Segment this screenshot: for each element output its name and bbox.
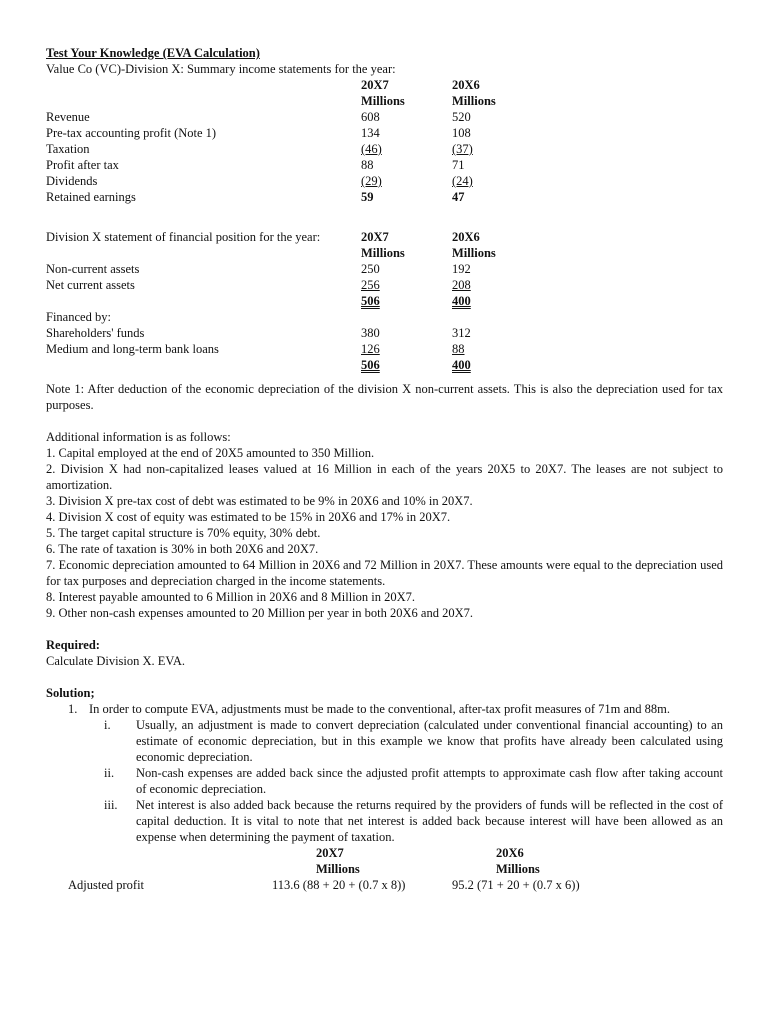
position-unit-2: Millions xyxy=(452,246,496,260)
income-row-revenue xyxy=(46,109,723,125)
row-value-20x6: 108 xyxy=(452,126,471,140)
required-text: Calculate Division X. EVA. xyxy=(46,654,185,668)
row-value-20x6: 88 xyxy=(452,342,465,356)
additional-item: 2. Division X had non-capitalized leases valued at 16 Million in each of the years 20X5 to 20X7. The leases are not subject to amortization. xyxy=(46,462,723,492)
row-label: Pre-tax accounting profit (Note 1) xyxy=(46,126,217,140)
additional-item: 5. The target capital structure is 70% equity, 30% debt. xyxy=(46,526,321,540)
row-label: Non-current assets xyxy=(46,262,140,276)
row-value-20x6: 208 xyxy=(452,278,471,292)
row-value-20x6: (37) xyxy=(452,142,473,156)
position-row-net-current-assets xyxy=(46,277,723,293)
income-header-units xyxy=(46,93,723,109)
adjusted-year-1: 20X7 xyxy=(316,846,344,860)
additional-item: 9. Other non-cash expenses amounted to 20 Million per year in both 20X6 and 20X7. xyxy=(46,606,473,620)
position-year-1: 20X7 xyxy=(361,230,389,244)
page-title: Test Your Knowledge (EVA Calculation) xyxy=(46,46,260,60)
position-row-shareholders-funds xyxy=(46,325,723,341)
solution-substep xyxy=(46,765,723,797)
income-row-dividends xyxy=(46,173,723,189)
row-value-20x6: 47 xyxy=(452,190,465,204)
adjusted-header-years xyxy=(46,845,723,861)
substep-number: i. xyxy=(104,718,111,732)
row-label: Retained earnings xyxy=(46,190,136,204)
additional-item: 4. Division X cost of equity was estimated to be 15% in 20X6 and 17% in 20X7. xyxy=(46,510,451,524)
solution-substep xyxy=(46,717,723,765)
additional-info-heading: Additional information is as follows: xyxy=(46,430,231,444)
row-label: Net current assets xyxy=(46,278,135,292)
income-header-years xyxy=(46,77,723,93)
adjusted-profit-20x7: 113.6 (88 + 20 + (0.7 x 8)) xyxy=(272,878,406,892)
additional-item: 7. Economic depreciation amounted to 64 Million in 20X6 and 72 Million in 20X7. These amounts were equal to the depreciation used for tax purposes and depreciation charged in the income statements. xyxy=(46,558,723,588)
position-row-bank-loans xyxy=(46,341,723,357)
additional-item: 1. Capital employed at the end of 20X5 amounted to 350 Million. xyxy=(46,446,375,460)
position-row-total-assets xyxy=(46,293,723,309)
row-label: Shareholders' funds xyxy=(46,326,145,340)
income-row-retained-earnings xyxy=(46,189,723,205)
adjusted-year-2: 20X6 xyxy=(496,846,524,860)
row-value-20x7: 59 xyxy=(361,190,374,204)
adjusted-profit-label: Adjusted profit xyxy=(68,878,145,892)
row-value-20x7: (46) xyxy=(361,142,382,156)
row-value-20x7: 608 xyxy=(361,110,380,124)
row-total-20x6: 400 xyxy=(452,294,471,308)
row-label: Revenue xyxy=(46,110,90,124)
substep-number: ii. xyxy=(104,766,115,780)
additional-item: 3. Division X pre-tax cost of debt was estimated to be 9% in 20X6 and 10% in 20X7. xyxy=(46,494,473,508)
solution-heading: Solution; xyxy=(46,686,95,700)
income-year-1: 20X7 xyxy=(361,78,389,92)
income-unit-1: Millions xyxy=(361,94,405,108)
note-1: Note 1: After deduction of the economic depreciation of the division X non-current assets. This is also the depreciation used for tax purposes. xyxy=(46,382,723,412)
substep-number: iii. xyxy=(104,798,118,812)
income-statement-heading: Value Co (VC)-Division X: Summary income statements for the year: xyxy=(46,62,396,76)
row-value-20x7: (29) xyxy=(361,174,382,188)
additional-item: 8. Interest payable amounted to 6 Million in 20X6 and 8 Million in 20X7. xyxy=(46,590,416,604)
income-row-pretax-profit xyxy=(46,125,723,141)
substep-text: Non-cash expenses are added back since the adjusted profit attempts to approximate cash flow after taking account of economic depreciation. xyxy=(136,766,723,796)
row-value-20x7: 256 xyxy=(361,278,380,292)
row-label: Taxation xyxy=(46,142,90,156)
income-unit-2: Millions xyxy=(452,94,496,108)
position-row-noncurrent-assets xyxy=(46,261,723,277)
solution-step-1 xyxy=(46,701,723,717)
income-row-profit-after-tax xyxy=(46,157,723,173)
position-row-financed-by xyxy=(46,309,723,325)
adjusted-profit-row xyxy=(46,877,723,893)
row-label: Dividends xyxy=(46,174,98,188)
income-row-taxation xyxy=(46,141,723,157)
adjusted-profit-20x6: 95.2 (71 + 20 + (0.7 x 6)) xyxy=(452,878,580,892)
row-label: Medium and long-term bank loans xyxy=(46,342,219,356)
row-total-20x7: 506 xyxy=(361,294,380,308)
row-value-20x7: 126 xyxy=(361,342,380,356)
solution-step-number: 1. xyxy=(68,702,78,716)
row-label: Profit after tax xyxy=(46,158,119,172)
position-year-2: 20X6 xyxy=(452,230,480,244)
document-page xyxy=(46,45,723,893)
adjusted-header-units xyxy=(46,861,723,877)
required-heading: Required: xyxy=(46,638,100,652)
additional-item: 6. The rate of taxation is 30% in both 20X6 and 20X7. xyxy=(46,542,319,556)
row-value-20x6: 71 xyxy=(452,158,465,172)
row-total-20x7: 506 xyxy=(361,358,380,372)
row-value-20x6: (24) xyxy=(452,174,473,188)
position-heading: Division X statement of financial position for the year: xyxy=(46,230,321,244)
row-total-20x6: 400 xyxy=(452,358,471,372)
solution-substep xyxy=(46,797,723,845)
row-value-20x7: 134 xyxy=(361,126,380,140)
row-value-20x6: 192 xyxy=(452,262,471,276)
row-value-20x6: 312 xyxy=(452,326,471,340)
substep-text: Net interest is also added back because the returns required by the providers of funds will be reflected in the cost of capital deduction. It is vital to note that net interest is added back because interest will have been allowed as an expense when determining the payment of taxation. xyxy=(136,798,723,844)
row-value-20x7: 88 xyxy=(361,158,374,172)
row-value-20x7: 380 xyxy=(361,326,380,340)
position-row-total-financing xyxy=(46,357,723,373)
row-label: Financed by: xyxy=(46,310,111,324)
substep-text: Usually, an adjustment is made to convert depreciation (calculated under conventional financial accounting) to an estimate of economic depreciation, but in this example we know that profits have already been calculated using economic depreciation. xyxy=(136,718,723,764)
row-value-20x6: 520 xyxy=(452,110,471,124)
position-header-years xyxy=(46,229,723,245)
adjusted-unit-1: Millions xyxy=(316,862,360,876)
adjusted-unit-2: Millions xyxy=(496,862,540,876)
position-unit-1: Millions xyxy=(361,246,405,260)
solution-step-text: In order to compute EVA, adjustments must be made to the conventional, after-tax profit measures of 71m and 88m. xyxy=(89,702,670,716)
row-value-20x7: 250 xyxy=(361,262,380,276)
position-header-units xyxy=(46,245,723,261)
income-year-2: 20X6 xyxy=(452,78,480,92)
